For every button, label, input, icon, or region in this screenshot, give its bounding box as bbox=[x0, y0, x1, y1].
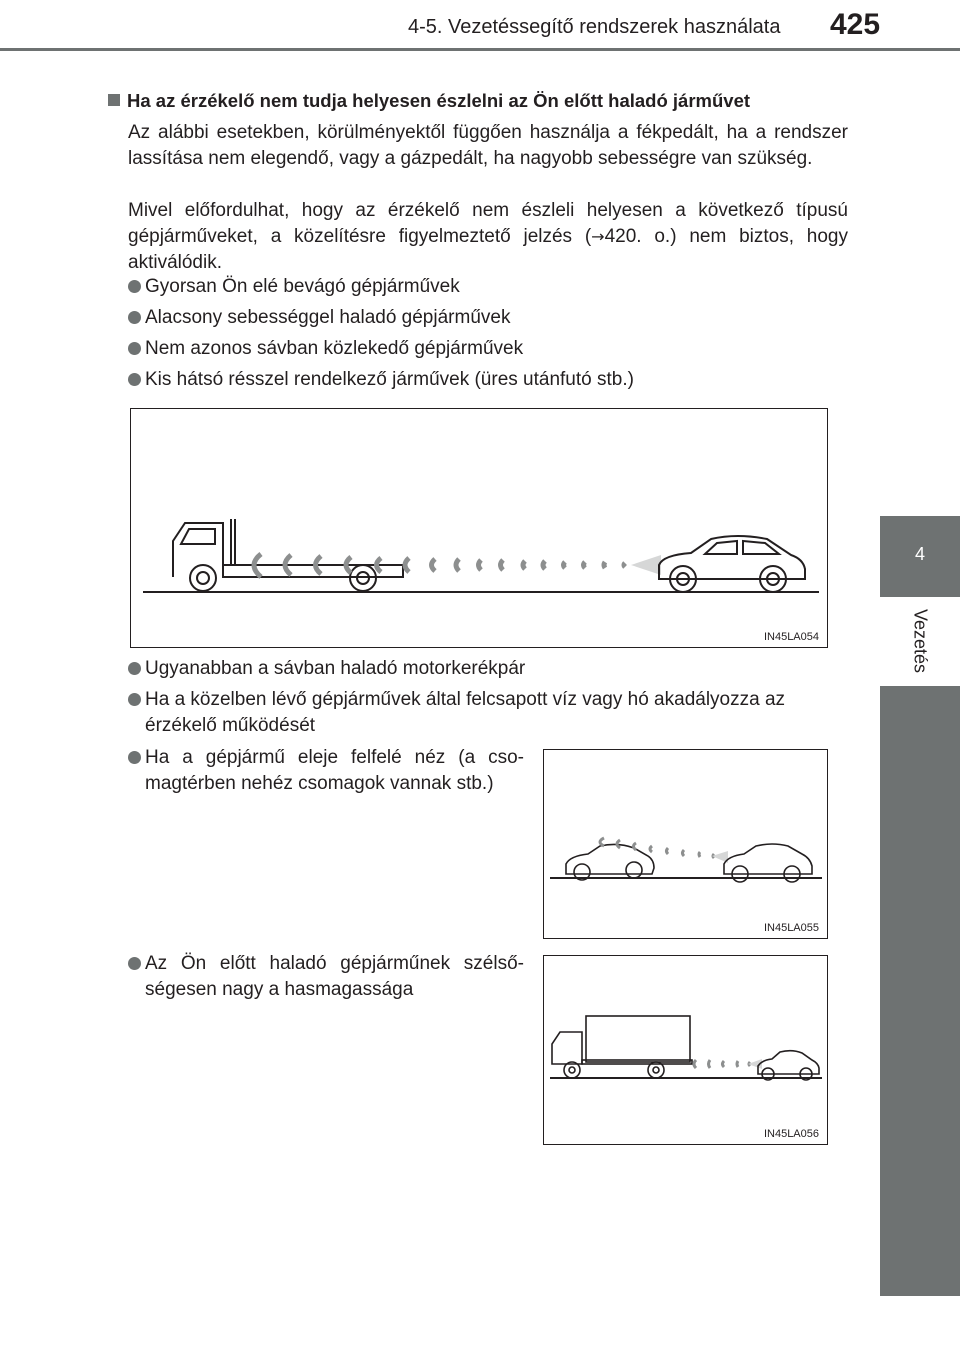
section-heading-text: Ha az érzékelő nem tudja helyesen észlelni az Ön előtt haladó járművet bbox=[127, 90, 751, 111]
bullet-dot-icon bbox=[128, 311, 141, 324]
bullet-dot-icon bbox=[128, 662, 141, 675]
list-item: Ugyanabban a sávban haladó motorkerékpár bbox=[128, 656, 848, 682]
detection-text-start: Mivel előfordulhat, hogy az érzékelő nem észleli helyesen a következő típusú gépjárműveket, a közelítésre figyelmeztető jelzés ( bbox=[128, 200, 848, 247]
list-item: Kis hátsó résszel rendelkező járművek (üres utánfutó stb.) bbox=[128, 367, 848, 393]
square-bullet-icon bbox=[108, 94, 120, 106]
radar-waves bbox=[694, 1060, 750, 1068]
figure-code: IN45LA054 bbox=[763, 631, 819, 643]
section-heading bbox=[108, 90, 750, 112]
own-vehicle bbox=[659, 536, 805, 592]
bullet-dot-icon bbox=[128, 373, 141, 386]
list-item: Az Ön előtt haladó gépjárműnek szélső-ségesen nagy a hasmagassága bbox=[128, 951, 524, 1003]
list-item: Ha a közelben lévő gépjárművek által felcsapott víz vagy hó akadályozza az érzékelő működését bbox=[128, 687, 858, 739]
list-item: Nem azonos sávban közlekedő gépjárművek bbox=[128, 336, 848, 362]
trailer-illustration bbox=[131, 409, 827, 647]
nose-up-illustration bbox=[544, 750, 827, 938]
sensor-beam bbox=[631, 555, 661, 575]
figure-nose-up-vehicle bbox=[543, 749, 828, 939]
high-clearance-illustration bbox=[544, 956, 827, 1144]
header-divider bbox=[0, 48, 960, 51]
own-vehicle bbox=[758, 1051, 819, 1080]
bullet-dot-icon bbox=[128, 342, 141, 355]
chapter-label-box bbox=[880, 597, 960, 686]
front-vehicle bbox=[566, 844, 654, 880]
figure-code: IN45LA055 bbox=[763, 922, 819, 934]
chapter-sidebar bbox=[880, 686, 960, 1296]
bullet-dot-icon bbox=[128, 693, 141, 706]
list-item: Alacsony sebességgel haladó gépjárművek bbox=[128, 305, 848, 331]
figure-high-clearance-vehicle bbox=[543, 955, 828, 1145]
radar-waves bbox=[600, 838, 714, 858]
bullet-dot-icon bbox=[128, 280, 141, 293]
page-number: 425 bbox=[830, 8, 881, 41]
truck bbox=[552, 1016, 692, 1078]
list-item: Ha a gépjármű eleje felfelé néz (a cso-magtérben nehéz csomagok vannak stb.) bbox=[128, 745, 524, 797]
detection-paragraph bbox=[128, 198, 848, 276]
figure-empty-trailer bbox=[130, 408, 828, 648]
bullet-dot-icon bbox=[128, 957, 141, 970]
list-item: Gyorsan Ön elé bevágó gépjárművek bbox=[128, 274, 848, 300]
bullet-dot-icon bbox=[128, 751, 141, 764]
figure-code: IN45LA056 bbox=[763, 1128, 819, 1140]
own-vehicle bbox=[724, 844, 812, 882]
page-reference-arrow-icon: → bbox=[591, 227, 605, 246]
chapter-label: Vezetés bbox=[910, 608, 931, 674]
detection-text-end: 420. o.) nem biztos, hogy aktiválódik. bbox=[128, 226, 848, 273]
running-header-title: 4-5. Vezetéssegítő rendszerek használata bbox=[408, 16, 781, 38]
intro-paragraph: Az alábbi esetekben, körülményektől függően használja a fékpedált, ha a rendszer lassítása nem elegendő, vagy a gázpedált, ha nagyobb sebességre van szükség. bbox=[128, 122, 848, 169]
chapter-number: 4 bbox=[914, 544, 925, 564]
chapter-tab bbox=[880, 516, 960, 597]
